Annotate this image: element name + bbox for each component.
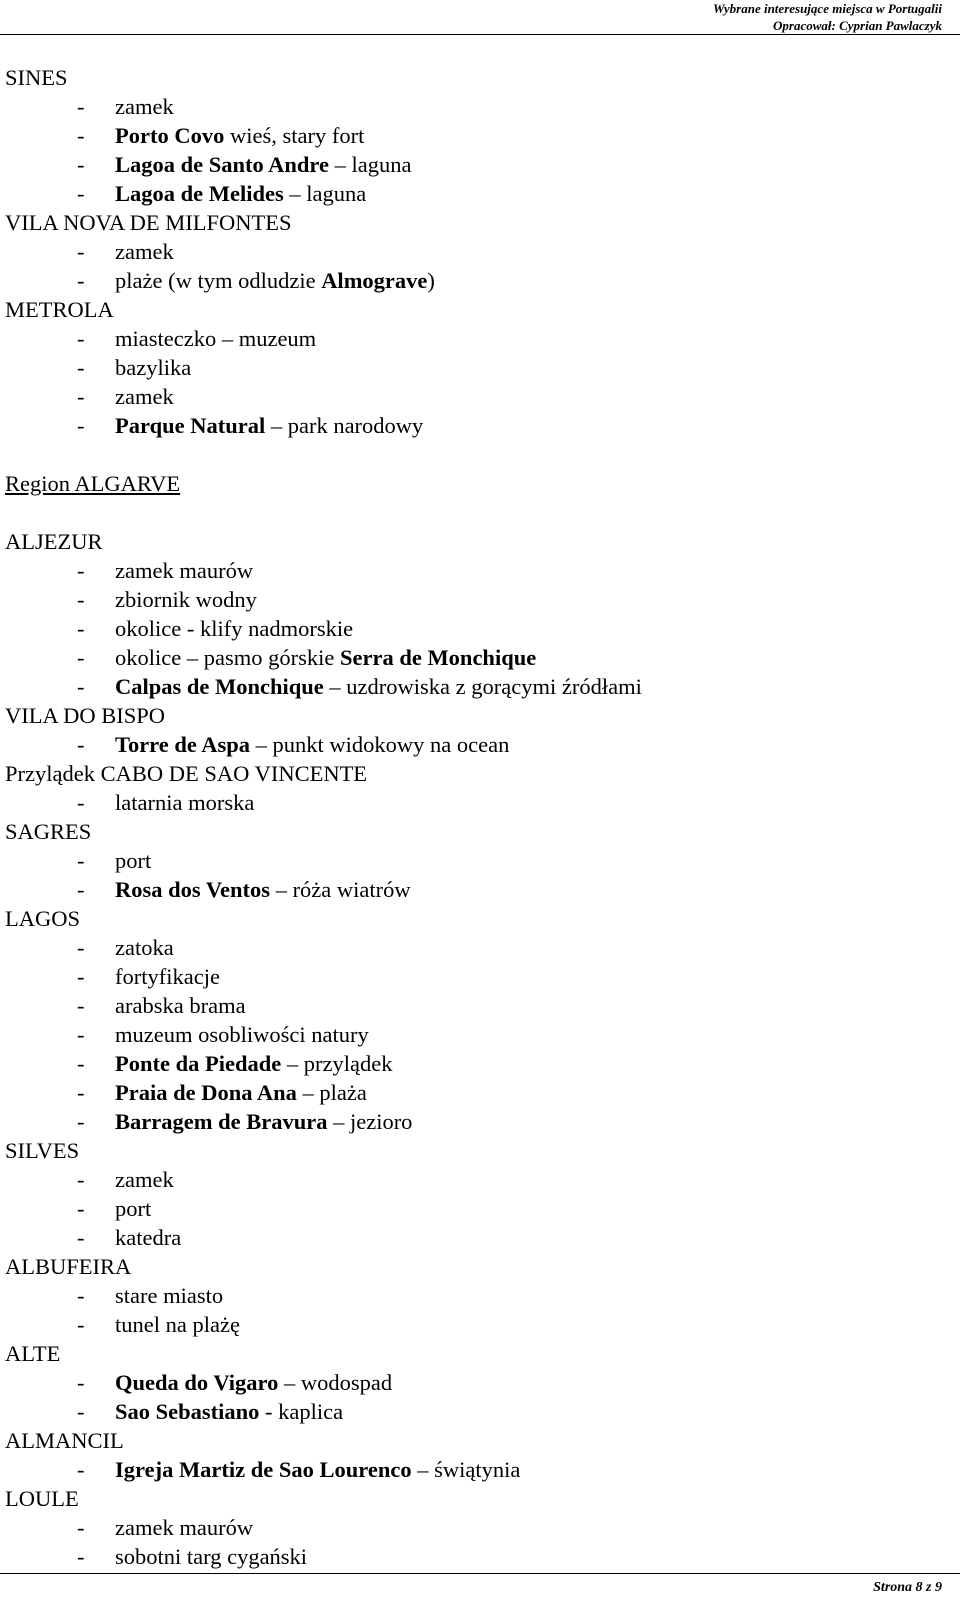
place-heading-text: METROLA	[5, 297, 114, 322]
list-dash: -	[77, 94, 85, 119]
list-item	[5, 585, 945, 614]
item-place-name: Ponte da Piedade	[115, 1051, 282, 1076]
place-heading	[5, 1252, 945, 1281]
place-heading	[5, 904, 945, 933]
list-dash: -	[77, 1022, 85, 1047]
item-description: – jezioro	[327, 1109, 413, 1134]
list-item	[5, 991, 945, 1020]
item-text: sobotni targ cygański	[115, 1544, 308, 1569]
place-heading	[5, 1484, 945, 1513]
item-description: – plaża	[296, 1080, 367, 1105]
list-dash: -	[77, 1370, 85, 1395]
list-dash: -	[77, 877, 85, 902]
place-heading-text: VILA DO BISPO	[5, 703, 166, 728]
list-item	[5, 643, 945, 672]
list-item	[5, 266, 945, 295]
item-text: katedra	[115, 1225, 182, 1250]
list-dash: -	[77, 1312, 85, 1337]
item-description: – przylądek	[281, 1051, 393, 1076]
list-dash: -	[77, 964, 85, 989]
blank-line	[5, 498, 945, 527]
list-item	[5, 1194, 945, 1223]
item-description: – wodospad	[278, 1370, 393, 1395]
place-heading	[5, 527, 945, 556]
list-dash: -	[77, 790, 85, 815]
place-heading	[5, 208, 945, 237]
list-item	[5, 237, 945, 266]
list-dash: -	[77, 1109, 85, 1134]
list-dash: -	[77, 239, 85, 264]
list-dash: -	[77, 732, 85, 757]
place-heading-text: SILVES	[5, 1138, 80, 1163]
list-dash: -	[77, 645, 85, 670]
list-item	[5, 1165, 945, 1194]
list-dash: -	[77, 616, 85, 641]
item-description: – laguna	[283, 181, 367, 206]
list-item	[5, 933, 945, 962]
place-heading	[5, 817, 945, 846]
list-item	[5, 672, 945, 701]
list-dash: -	[77, 993, 85, 1018]
list-item	[5, 324, 945, 353]
list-item	[5, 875, 945, 904]
item-text: zbiornik wodny	[115, 587, 257, 612]
item-place-name: Rosa dos Ventos	[115, 877, 271, 902]
item-description: – uzdrowiska z gorącymi źródłami	[323, 674, 642, 699]
section-heading	[5, 469, 945, 498]
item-place-name: Almograve	[321, 268, 428, 293]
list-dash: -	[77, 355, 85, 380]
item-text: zamek	[115, 239, 174, 264]
place-heading-text: SINES	[5, 65, 68, 90]
item-text: latarnia morska	[115, 790, 255, 815]
place-heading	[5, 63, 945, 92]
list-dash: -	[77, 558, 85, 583]
list-item	[5, 1310, 945, 1339]
list-item	[5, 1397, 945, 1426]
list-item	[5, 179, 945, 208]
header-divider	[0, 34, 960, 35]
list-dash: -	[77, 123, 85, 148]
place-heading	[5, 759, 945, 788]
place-heading-text: LOULE	[5, 1486, 79, 1511]
place-heading-text: Przylądek CABO DE SAO VINCENTE	[5, 761, 368, 786]
item-text: bazylika	[115, 355, 192, 380]
list-item	[5, 150, 945, 179]
item-text: zamek	[115, 384, 174, 409]
list-item	[5, 411, 945, 440]
item-text: port	[115, 1196, 152, 1221]
item-text: port	[115, 848, 152, 873]
place-heading	[5, 1339, 945, 1368]
list-dash: -	[77, 1399, 85, 1424]
item-text: okolice - klify nadmorskie	[115, 616, 354, 641]
item-place-name: Lagoa de Santo Andre	[115, 152, 330, 177]
list-dash: -	[77, 1283, 85, 1308]
place-heading	[5, 1426, 945, 1455]
item-place-name: Porto Covo	[115, 123, 225, 148]
list-dash: -	[77, 935, 85, 960]
place-heading-text: SAGRES	[5, 819, 92, 844]
place-heading-text: LAGOS	[5, 906, 81, 931]
list-dash: -	[77, 587, 85, 612]
item-text: zatoka	[115, 935, 174, 960]
list-item	[5, 1513, 945, 1542]
list-item	[5, 1455, 945, 1484]
list-dash: -	[77, 1225, 85, 1250]
item-place-name: Barragem de Bravura	[115, 1109, 328, 1134]
item-text: zamek maurów	[115, 558, 254, 583]
list-dash: -	[77, 413, 85, 438]
item-description: – róża wiatrów	[270, 877, 411, 902]
item-text: plaże (w tym odludzie	[115, 268, 322, 293]
list-item	[5, 556, 945, 585]
place-heading-text: VILA NOVA DE MILFONTES	[5, 210, 292, 235]
list-dash: -	[77, 674, 85, 699]
list-dash: -	[77, 1051, 85, 1076]
document-author: Opracował: Cyprian Pawlaczyk	[773, 18, 942, 33]
item-description: wieś, stary fort	[224, 123, 365, 148]
item-place-name: Calpas de Monchique	[115, 674, 324, 699]
item-place-name: Lagoa de Melides	[115, 181, 284, 206]
list-item	[5, 962, 945, 991]
item-description: - kaplica	[259, 1399, 344, 1424]
item-text: zamek	[115, 1167, 174, 1192]
item-description: – laguna	[329, 152, 412, 177]
list-item	[5, 353, 945, 382]
place-heading-text: ALMANCIL	[5, 1428, 124, 1453]
item-text: zamek maurów	[115, 1515, 254, 1540]
item-text: zamek	[115, 94, 174, 119]
place-heading-text: ALBUFEIRA	[5, 1254, 132, 1279]
item-place-name: Torre de Aspa	[115, 732, 251, 757]
page-number: Strona 8 z 9	[873, 1580, 942, 1595]
document-title: Wybrane interesujące miejsca w Portugalii	[713, 1, 942, 16]
list-item	[5, 1020, 945, 1049]
item-text: fortyfikacje	[115, 964, 220, 989]
place-heading	[5, 295, 945, 324]
item-text: miasteczko – muzeum	[115, 326, 317, 351]
list-item	[5, 788, 945, 817]
item-text: muzeum osobliwości natury	[115, 1022, 369, 1047]
item-text: stare miasto	[115, 1283, 224, 1308]
footer-divider	[0, 1573, 960, 1574]
item-place-name: Praia de Dona Ana	[115, 1080, 297, 1105]
list-item	[5, 92, 945, 121]
item-place-name: Sao Sebastiano	[115, 1399, 260, 1424]
list-item	[5, 1542, 945, 1571]
item-description: – świątynia	[411, 1457, 521, 1482]
item-place-name: Igreja Martiz de Sao Lourenco	[115, 1457, 412, 1482]
list-item	[5, 1078, 945, 1107]
list-dash: -	[77, 384, 85, 409]
place-heading	[5, 1136, 945, 1165]
list-item	[5, 1049, 945, 1078]
list-dash: -	[77, 1167, 85, 1192]
list-item	[5, 382, 945, 411]
list-item	[5, 121, 945, 150]
document-body	[5, 63, 945, 1571]
item-text: tunel na plażę	[115, 1312, 240, 1337]
list-dash: -	[77, 848, 85, 873]
list-dash: -	[77, 1196, 85, 1221]
page-header	[713, 0, 942, 34]
place-heading-text: ALTE	[5, 1341, 61, 1366]
item-text: okolice – pasmo górskie	[115, 645, 340, 670]
list-dash: -	[77, 1080, 85, 1105]
list-dash: -	[77, 268, 85, 293]
list-dash: -	[77, 1544, 85, 1569]
list-item	[5, 1281, 945, 1310]
item-description: – park narodowy	[265, 413, 424, 438]
list-item	[5, 846, 945, 875]
list-dash: -	[77, 181, 85, 206]
item-description: – punkt widokowy na ocean	[250, 732, 510, 757]
item-place-name: Queda do Vigaro	[115, 1370, 279, 1395]
item-place-name: Serra de Monchique	[339, 645, 537, 670]
item-place-name: Parque Natural	[115, 413, 266, 438]
list-item	[5, 1107, 945, 1136]
list-dash: -	[77, 326, 85, 351]
item-description: )	[427, 268, 435, 293]
list-dash: -	[77, 152, 85, 177]
list-dash: -	[77, 1515, 85, 1540]
section-heading-text: Region ALGARVE	[5, 471, 181, 496]
list-item	[5, 614, 945, 643]
place-heading-text: ALJEZUR	[5, 529, 103, 554]
blank-line	[5, 440, 945, 469]
list-item	[5, 1223, 945, 1252]
list-item	[5, 1368, 945, 1397]
list-dash: -	[77, 1457, 85, 1482]
place-heading	[5, 701, 945, 730]
list-item	[5, 730, 945, 759]
item-text: arabska brama	[115, 993, 246, 1018]
